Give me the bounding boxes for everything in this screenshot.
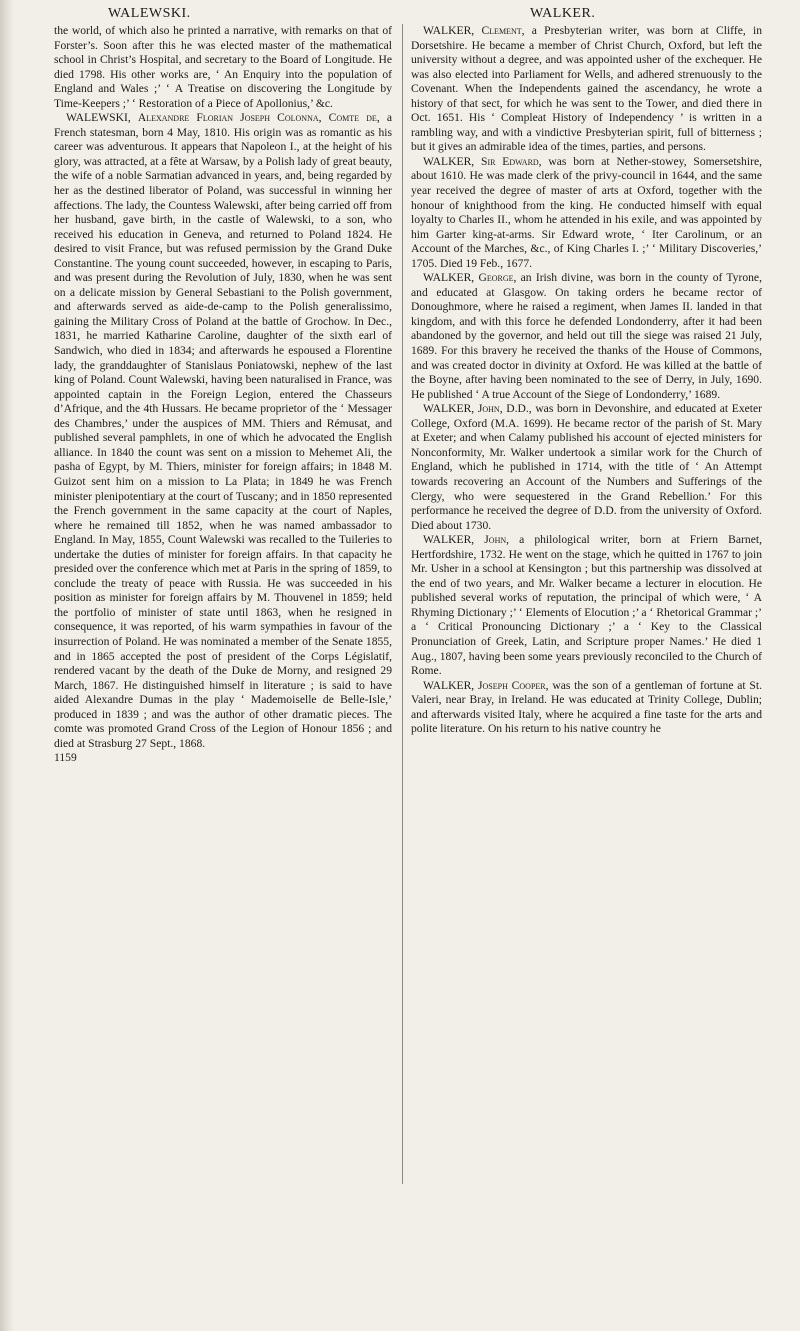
entry-title: Comte de, [328,111,380,125]
running-header-left: WALEWSKI. [108,6,191,21]
entry-text: was born at Nether-stowey, Somersetshire, about 1610. He was made clerk of the privy-council in 1644, and the same year received the degree of master of arts at Oxford, together with the honour of knighthood from the king. He conducted himself with equal loyalty to Charles II., whom he attended in his exile, and was appointed by him Garter king-at-arms. Sir Edward wrote, ‘ Iter Carolinum, or an Account of the Marches, &c., of King Charles I. ;’ ‘ Military Discoveries,’ 1705. Died 19 Feb., 1677. [411,154,762,270]
entry-given-names: John, [477,402,503,416]
right-column [411,24,762,737]
entry-text: an Irish divine, was born in the county of Tyrone, and educated at Glasgow. On taking orders he became rector of Donoughmore, where he raised a regiment, when James II. landed in that kingdom, and with this force he defended Londonderry, after it had been abandoned by the governor, and held out till the siege was raised 21 July, 1689. For this bravery he received the thanks of the House of Commons, and was created doctor in divinity at Oxford. He was killed at the battle of the Boyne, after having been nominated to the see of Derry, in July, 1690. He published ‘ A true Account of the Siege of Londonderry,’ 1689. [411,271,762,401]
entry-given-names: Alexandre Florian Joseph Colonna, [137,111,322,125]
entry-headword: WALKER, [423,402,475,416]
column-divider [402,24,403,1184]
entry-walker-george [411,271,762,402]
entry-given-names: Clement, [481,24,525,37]
entry-text: a philological writer, born at Friern Barnet, Hertfordshire, 1732. He went on the stage, which he quitted in 1767 to join Mr. Usher in a school at Kensington ; but this partnership was dissolved at the end of two years, and Mr. Walker became a lecturer in elocution. He published several works of reputation, the principal of which were, ‘ A Rhyming Dictionary ;’ ‘ Elements of Elocution ;’ a ‘ Rhetorical Grammar ;’ a ‘ Critical Pronouncing Dictionary ;’ a ‘ Key to the Classical Pronunciation of Greek, Latin, and Scripture proper Names.’ He died 1 Aug., 1807, having been some years previously reconciled to the Church of Rome. [411,533,762,678]
entry-headword: WALKER, [423,271,475,285]
entry-text: D.D., was born in Devonshire, and educated at Exeter College, Oxford (M.A. 1699). He became rector of the parish of St. Mary at Exeter; and when Calamy published his account of ejected ministers for Nonconformity, Mr. Walker undertook a similar work for the Church of England, which he published in 1714, with the title of ‘ An Attempt towards recovering an Account of the Numbers and Sufferings of the Clergy, who were sequestered in the Grand Rebellion.’ For this performance he received the degree of D.D. from the university of Oxford. Died about 1730. [411,402,762,532]
left-column [54,24,392,766]
entry-continuation: the world, of which also he printed a narrative, with remarks on that of Forster’s. Soon after this he was elected master of the mathematical school in Christ’s Hospital, and secretary to the Board of Longitude. He died 1798. His other works are, ‘ An Enquiry into the population of England and Wales ;’ ‘ A Treatise on discovering the Longitude by Time-Keepers ;’ ‘ Restoration of a Piece of Apollonius,’ &c. [54,24,392,110]
entry-given-names: Sir Edward, [481,154,542,168]
entry-walker-joseph-cooper [411,679,762,737]
entry-text: a Presbyterian writer, was born at Cliffe, in Dorsetshire. He became a member of Christ Church, Oxford, but left the university without a degree, and was appointed usher of the exchequer. He was also elected into Parliament for Wells, and adhered strenuously to the Covenant. When the Independents gained the ascendancy, he wrote a history of that sect, for which he was sent to the Tower, and died there in Oct. 1651. His ‘ Compleat History of Independency ’ is written in a rambling way, and with a vindictive Presbyterian spirit, full of bitterness ; but it gives an admirable idea of the times, parties, and persons. [411,24,762,154]
running-header-right: WALKER. [530,6,596,21]
entry-headword: WALEWSKI, [66,111,131,125]
entry-text: was the son of a gentleman of fortune at St. Valeri, near Bray, in Ireland. He was educated at Trinity College, Dublin; and afterwards visited Italy, where he acquired a fine taste for the arts and polite literature. On his return to his native country he [411,678,763,736]
entry-given-names: Joseph Cooper, [478,678,549,692]
entry-walker-clement [411,24,762,155]
entry-headword: WALKER, [423,154,475,168]
entry-headword: WALKER, [423,678,475,692]
entry-text: a French statesman, born 4 May, 1810. His origin was as romantic as his career was adventurous. It appears that Napoleon I., at the height of his glory, was attracted, at a fête at Warsaw, by a Polish lady of great beauty, the wife of a noble Sarmatian advanced in years, and, being regarded by her as the destined liberator of Poland, was successful in winning her affections. The lady, the Countess Walewski, after being carried off from her husband, gave birth, in the castle of Walewski, to a son, who received his education in Geneva, and returned to Poland 1824. He desired to visit France, but was refused permission by the Grand Duke Constantine. The young count succeeded, however, in escaping to Paris, and was present during the Revolution of July, 1830, when he was sent on a delicate mission by General Sebastiani to the Polish government, and afterwards served as aide-de-camp to the Polish generalissimo, gaining the Military Cross of Poland at the battle of Grochow. In Dec., 1831, he married Katharine Caroline, daughter of the sixth earl of Sandwich, who died in 1834; and afterwards he espoused a Florentine lady, the granddaughter of Stanislaus Poniatowski, nephew of the last king of Poland. Count Walewski, having been naturalised in France, was appointed captain in the Foreign Legion, entered the Chasseurs d’Afrique, and the 4th Hussars. He became proprietor of the ‘ Messager des Chambres,’ under the auspices of MM. Thiers and Rémusat, and published several pamphlets, in one of which he advocated the English alliance. In 1840 the count was sent on a mission to Mehemet Ali, the pasha of Egypt, by M. Thiers, minister for foreign affairs; in 1848 M. Guizot sent him on a mission to La Plata; in 1849 he was French minister plenipotentiary at the court of Tuscany; and in 1850 represented the French government in the same capacity at the court of Naples, where he remained till 1852, when he was named ambassador to England. In May, 1855, Count Walewski was recalled to the Tuileries to undertake the duties of minister for foreign affairs. In that capacity he presided over the conference which met at Paris in the spring of 1859, to conclude the treaty of peace with Russia. He was succeeded in his position as minister for foreign affairs by M. Thouvenel in 1859; held the portfolio of minister of state until 1863, when he resigned in consequence, it was reported, of his warm sympathies in favour of the insurrection of Poland. He was nominated a member of the Senate 1855, and in 1865 accepted the post of president of the Corps Législatif, rendered vacant by the death of the Duke de Morny, and resigned 29 March, 1867. He distinguished himself in literature ; is said to have aided Alexandre Dumas in the play ‘ Mademoiselle de Belle-Isle,’ produced in 1839 ; and was the author of other dramatic pieces. The comte was promoted Grand Cross of the Legion of Honour 1856 ; and died at Strasburg 27 Sept., 1868. [54,111,392,750]
entry-given-names: George, [478,271,517,285]
entry-given-names: John, [484,533,510,547]
page-number: 1159 [54,751,77,765]
entry-walker-john-dd [411,402,762,533]
entry-walker-edward [411,155,762,271]
entry-walker-john-philologist [411,533,762,678]
entry-headword: WALKER, [423,24,475,37]
entry-headword: WALKER, [423,533,475,547]
entry-walewski [54,111,392,751]
binding-gutter [0,0,14,1331]
